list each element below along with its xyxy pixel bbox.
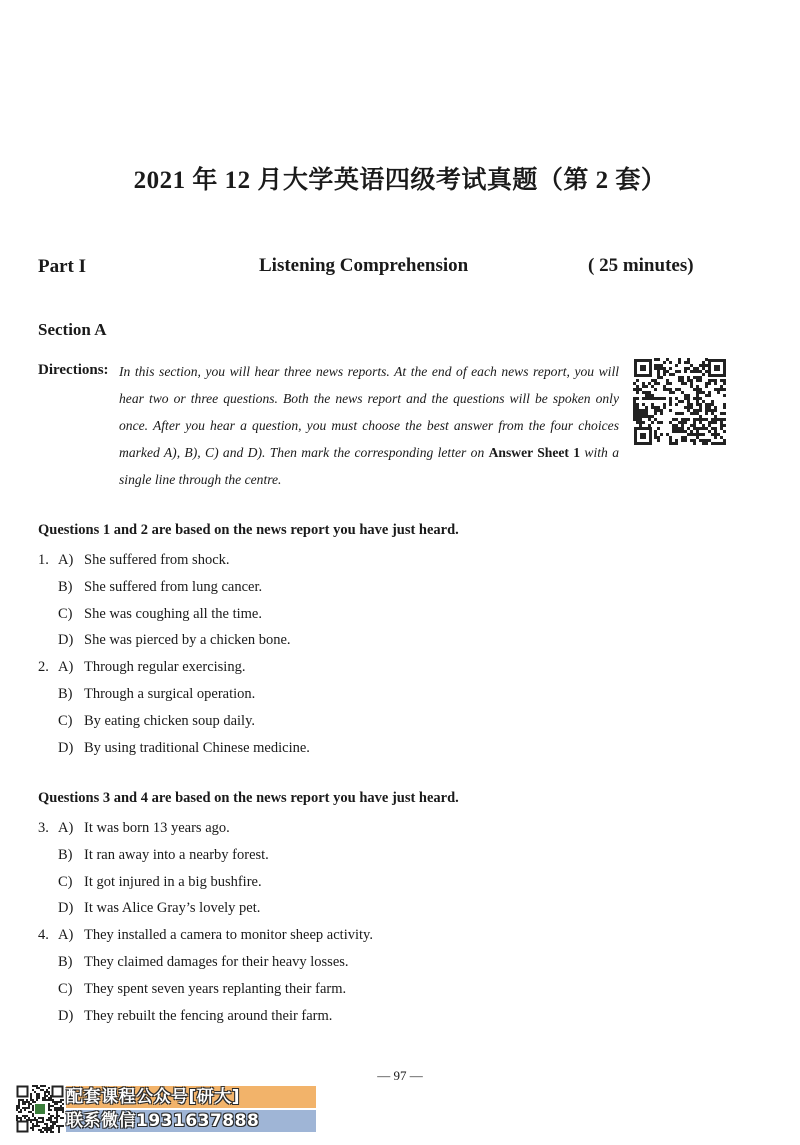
question-group-2 [38,815,738,1029]
part-time-limit: ( 25 minutes) [588,255,694,276]
option-letter: B) [58,953,73,970]
answer-option [38,547,738,574]
option-text: It was born 13 years ago. [84,820,230,836]
section-heading: Section A [38,320,107,339]
answer-option [38,815,738,842]
answer-option [38,869,738,896]
option-letter: C) [58,873,73,890]
answer-option [38,1003,738,1030]
answer-option [38,976,738,1003]
answer-option [38,574,738,601]
page-number: — 97 — [377,1068,423,1083]
directions-label: Directions: [38,362,109,378]
question-number: 4. [38,927,49,944]
answer-option [38,708,738,735]
promo-line-2: 联系微信1931637888 [66,1110,316,1132]
answer-sheet-label: Answer Sheet 1 [488,445,581,460]
option-text: They installed a camera to monitor sheep activity. [84,927,373,944]
question-number: 3. [38,820,49,836]
promo-line-1: 配套课程公众号[研大] [66,1086,316,1108]
option-text: It got injured in a big bushfire. [84,873,262,890]
option-text: By using traditional Chinese medicine. [84,739,310,756]
answer-option [38,949,738,976]
question-number: 2. [38,659,49,676]
answer-option [38,681,738,708]
part-title: Listening Comprehension [259,255,469,276]
option-letter: D) [58,739,74,756]
footer-promo-banner [66,1086,316,1134]
option-text: They rebuilt the fencing around their farm. [84,1007,333,1024]
option-text: She was pierced by a chicken bone. [84,632,291,649]
option-letter: D) [58,1007,74,1024]
option-letter: A) [58,820,74,836]
option-text: They claimed damages for their heavy losses. [84,953,349,970]
directions-text [119,358,619,493]
directions-text-after: with a single line through the centre. [119,445,619,487]
part-label: Part I [38,256,87,277]
option-letter: D) [58,900,74,917]
option-text: She suffered from shock. [84,552,230,568]
qr-code-icon [633,358,727,446]
option-letter: C) [58,980,73,997]
option-text: By eating chicken soup daily. [84,712,256,729]
option-letter: D) [58,632,74,649]
option-text: Through a surgical operation. [84,685,256,702]
answer-option [38,922,738,949]
option-text: Through regular exercising. [84,659,246,676]
option-text: They spent seven years replanting their farm. [84,980,347,997]
answer-option [38,627,738,654]
option-letter: C) [58,605,73,622]
question-group-heading: Questions 1 and 2 are based on the news report you have just heard. [38,522,459,538]
footer-qr-code-icon [16,1085,64,1133]
question-number: 1. [38,552,49,568]
option-letter: B) [58,578,73,595]
answer-option [38,842,738,869]
option-letter: A) [58,659,74,676]
option-letter: B) [58,846,73,863]
page-title: 2021 年 12 月大学英语四级考试真题（第 2 套） [133,167,667,194]
option-text: She was coughing all the time. [84,605,262,622]
question-group-1 [38,547,738,761]
directions-text-before: In this section, you will hear three news reports. At the end of each news report, you will hear two or three questions. Both the news report and the questions will be spoken only once. After you hear a question, you must choose the best answer from the four choices marked A), B), C) and D). Then mark the corresponding letter on [119,364,619,460]
option-letter: C) [58,712,73,729]
option-letter: A) [58,927,74,944]
answer-option [38,601,738,628]
answer-option [38,735,738,762]
question-group-heading: Questions 3 and 4 are based on the news report you have just heard. [38,790,459,806]
option-text: She suffered from lung cancer. [84,578,263,595]
option-text: It ran away into a nearby forest. [84,846,269,863]
answer-option [38,654,738,681]
answer-option [38,895,738,922]
option-text: It was Alice Gray’s lovely pet. [84,900,261,917]
option-letter: A) [58,552,74,568]
option-letter: B) [58,685,73,702]
